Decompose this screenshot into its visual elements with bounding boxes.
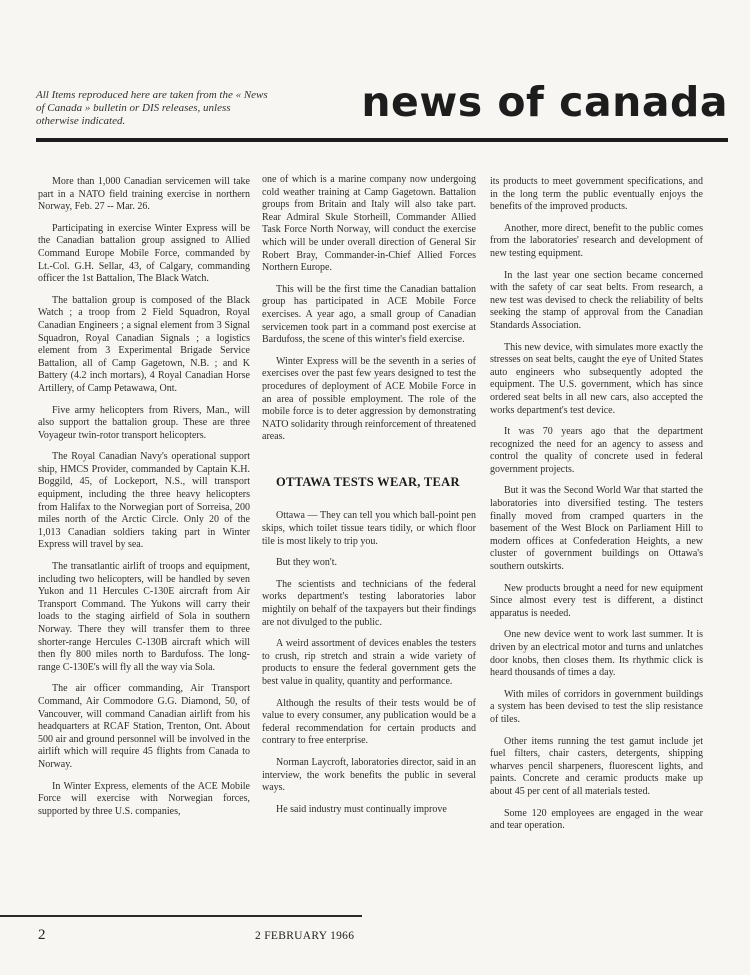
paragraph: But they won't. — [276, 557, 337, 569]
paragraph: The scientists and technicians of the federal works department's testing laboratories labor mightily on behalf of the taxpayers but their findings are not divulged to the public. — [262, 578, 476, 628]
column-3 — [490, 176, 703, 842]
masthead-note: All Items reproduced here are taken from the « News of Canada » bulletin or DIS releases, unless otherwise indicated. — [36, 89, 268, 127]
paragraph: Participating in exercise Winter Express will be the Canadian battalion group assigned to Allied Command Europe Mobile Force, commanded by Lt.-Col. G.H. Sellar, 43, of Calgary, commanding officer the 1st Battalion, The Black Watch. — [38, 222, 250, 285]
paragraph: In Winter Express, elements of the ACE Mobile Force will exercise with Norwegian forces, supported by three U.S. companies, — [38, 780, 250, 817]
footer-rule — [0, 915, 362, 917]
paragraph: But it was the Second World War that started the laboratories into diversified testing. The testers finally moved from cramped quarters in the basement of the West Block on Parliament Hill to modern offices at Confederation Heights, a new cluster of government buildings on Ottawa's southern outskirts. — [490, 485, 703, 573]
paragraph: The battalion group is composed of the Black Watch ; a troop from 2 Field Squadron, Royal Canadian Engineers ; a signal element from 3 Signal Squadron, Royal Canadian Signals ; a logistics element from 3 Experimental Brigade Service Battalion, all of Camp Gagetown, N.B. ; and K Battery (4.2 inch mortars), 4 Royal Canadian Horse Artillery, of Camp Petawawa, Ont. — [38, 294, 250, 394]
paragraph: New products brought a need for new equipment Since almost every test is different, a distinct apparatus is needed. — [490, 582, 703, 619]
paragraph: The Royal Canadian Navy's operational support ship, HMCS Provider, commanded by Captain K.H. Boggild, 45, of Lockeport, N.S., will transport equipment, including the three heavy helicopters from Halifax to the Norwegian port of Sorreisa, 200 miles north of the Arctic Circle. Only 20 of the 1,013 Canadian soldiers taking part in Winter Express will travel by sea. — [38, 451, 250, 551]
paragraph: The transatlantic airlift of troops and equipment, including two helicopters, will be handled by seven Yukon and 11 Hercules C-130E aircraft from Air Transport Command. The Yukons will carry their loads to the staging airfield of Sola in southern Norway. There they will transfer them to three shorter-range Hercules C-130B aircraft which will then fly 800 miles north to Bardufoss. The long-range C-130E's will fly all the way via Sola. — [38, 561, 250, 673]
paragraph: In the last year one section became concerned with the safety of car seat belts. From research, a new test was devised to check the reliability of belts seeking the stamp of approval from the Canadian Standards Association. — [490, 269, 703, 331]
paragraph: Although the results of their tests would be of value to every consumer, any publication would be a federal recommendation for certain products and contrary to free enterprise. — [262, 697, 476, 747]
paragraph: Other items running the test gamut include jet fuel filters, chair casters, detergents, shipping wharves pencil sharpeners, fluorescent lights, and paints. Concrete and ceramic products make up about 45 per cent of all materials tested. — [490, 735, 703, 797]
paragraph: Another, more direct, benefit to the public comes from the laboratories' research and development of new testing equipment. — [490, 222, 703, 259]
paragraph: its products to meet government specifications, and in the long term the public eventually enjoys the benefits of the improved products. — [490, 176, 703, 213]
paragraph: With miles of corridors in government buildings a system has been devised to test the slip resistance of tiles. — [490, 688, 703, 725]
paragraph: A weird assortment of devices enables the testers to crush, rip stretch and strain a wide variety of products to ensure the federal government gets the best value in quality, quantity and performance. — [262, 638, 476, 687]
paragraph: He said industry must continually improve — [276, 803, 447, 815]
paragraph: It was 70 years ago that the department recognized the need for an agency to assess and control the quality of concrete used in federal government projects. — [490, 426, 703, 475]
paragraph: Some 120 employees are engaged in the wear and tear operation. — [490, 807, 703, 832]
paragraph: The air officer commanding, Air Transport Command, Air Commodore G.G. Diamond, 50, of Vancouver, will command Canadian airlift from his headquarters at RCAF Station, Trenton, Ont. About 500 air and ground personnel will be involved in the airlift which will require 45 flights from Canada to Norway. — [38, 683, 250, 770]
paragraph: Ottawa — They can tell you which ball-point pen skips, which toilet tissue tears tidily, or which floor tile is most likely to trip you. — [262, 510, 476, 547]
paragraph: One new device went to work last summer. It is driven by an electrical motor and turns and unlatches door knobs, then closes them. Its rhythmic click is heard thousands of times a day. — [490, 629, 703, 679]
paragraph: This will be the first time the Canadian battalion group has participated in ACE Mobile Force exercises. A year ago, a small group of Canadian servicemen took part in a command post exercise at Bardufoss, the scene of this winter's field exercise. — [262, 283, 476, 346]
masthead-rule — [36, 138, 728, 142]
paragraph: Norman Laycroft, laboratories director, said in an interview, the work benefits the public in several ways. — [262, 756, 476, 794]
paragraph: Winter Express will be the seventh in a series of exercises over the past few years designed to test the procedures of deployment of ACE Mobile Force in an area of possible employment. The role of the mobile force is to deter aggression by demonstrating NATO solidarity through reinforcement of threatened areas. — [262, 355, 476, 443]
paragraph: Five army helicopters from Rivers, Man., will also support the battalion group. These are three Voyageur twin-rotor transport helicopters. — [38, 404, 250, 441]
masthead-title: news of canada — [361, 78, 728, 126]
section-heading: OTTAWA TESTS WEAR, TEAR — [276, 474, 460, 489]
column-1 — [38, 176, 250, 827]
column-2 — [262, 176, 476, 825]
paragraph: More than 1,000 Canadian servicemen will take part in a NATO field training exercise in northern Norway, Feb. 27 -- Mar. 26. — [38, 176, 250, 213]
paragraph: This new device, with simulates more exactly the stresses on seat belts, caught the eye of United States auto engineers who subsequently adopted the equipment. The U.S. government, which has since ordered seat belts in all new cars, also accepted the works department's test device. — [490, 341, 703, 416]
paragraph: one of which is a marine company now undergoing cold weather training at Camp Gagetown. Battalion groups from Britain and Italy will also take part. Rear Admiral Skule Storheill, Commander Allied Task Force North Norway, will conduct the exercise which will be under overall direction of General Sir Robert Bray, Commander-in-Chief Allied Forces Northern Europe. — [262, 174, 476, 274]
page-number: 2 — [38, 927, 46, 943]
issue-date: 2 FEBRUARY 1966 — [255, 930, 355, 942]
